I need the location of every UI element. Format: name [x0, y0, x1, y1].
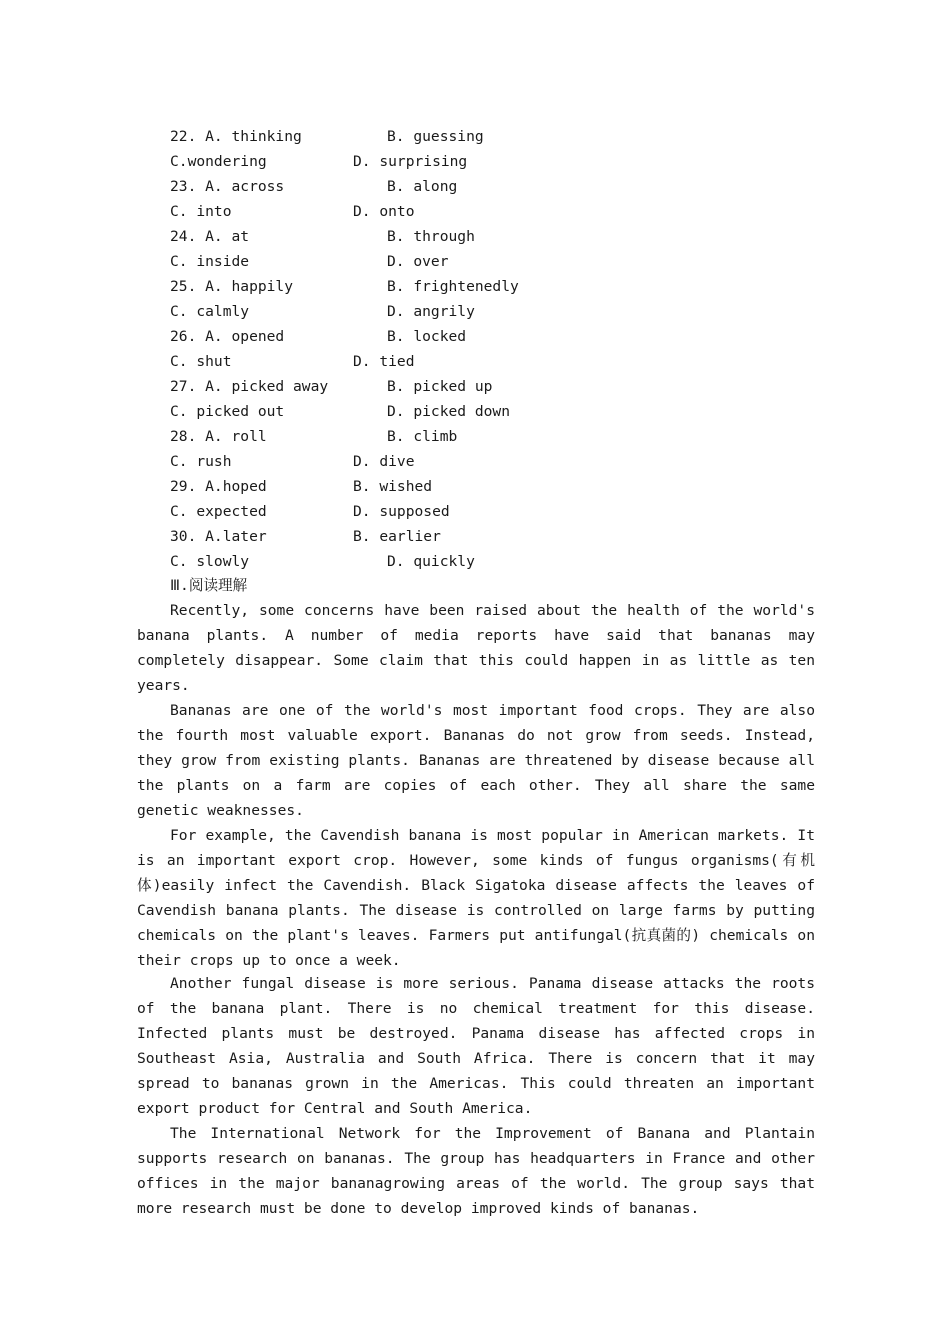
- option-right: B. climb: [387, 428, 458, 445]
- option-left: 30. A.later: [170, 528, 267, 545]
- option-right: B. earlier: [353, 528, 441, 545]
- option-left: 25. A. happily: [170, 278, 294, 295]
- option-right: D. tied: [353, 353, 415, 370]
- option-left: C. slowly: [170, 553, 250, 570]
- option-right: D. angrily: [387, 303, 475, 320]
- option-right: B. wished: [353, 478, 433, 495]
- option-right: D. surprising: [353, 153, 468, 170]
- paragraph-1: Recently, some concerns have been raised about the health of the world's banana plants. A number of media reports have said that bananas may completely disappear. Some claim that this could happen in as little as ten years.: [137, 602, 815, 694]
- option-right: B. along: [387, 178, 458, 195]
- paragraph-4: Another fungal disease is more serious. Panama disease attacks the roots of the banana plant. There is no chemical treatment for this disease. Infected plants must be destroyed. Panama disease has affected crops in Southeast Asia, Australia and South Africa. There is concern that it may spread to bananas grown in the Americas. This could threaten an important export product for Central and South America.: [137, 975, 815, 1117]
- option-left: C. into: [170, 203, 232, 220]
- passage-part-1: [137, 598, 815, 973]
- option-right: D. dive: [353, 453, 415, 470]
- option-right: B. frightenedly: [387, 278, 519, 295]
- passage-part-2: [137, 971, 815, 1221]
- option-left: C. calmly: [170, 303, 250, 320]
- option-right: B. picked up: [387, 378, 493, 395]
- option-right: B. locked: [387, 328, 467, 345]
- option-right: B. guessing: [387, 128, 484, 145]
- option-left: 27. A. picked away: [170, 378, 329, 395]
- option-left: 28. A. roll: [170, 428, 267, 445]
- option-right: D. supposed: [353, 503, 450, 520]
- option-left: C. expected: [170, 503, 267, 520]
- option-left: C. shut: [170, 353, 232, 370]
- option-left: C. inside: [170, 253, 250, 270]
- option-left: 24. A. at: [170, 228, 250, 245]
- option-left: 22. A. thinking: [170, 128, 302, 145]
- section-heading: Ⅲ.阅读理解: [170, 577, 248, 594]
- option-left: C. rush: [170, 453, 232, 470]
- option-right: B. through: [387, 228, 475, 245]
- option-left: 26. A. opened: [170, 328, 285, 345]
- option-left: C. picked out: [170, 403, 285, 420]
- paragraph-5: The International Network for the Improvement of Banana and Plantain supports research on bananas. The group has headquarters in France and other offices in the major bananagrowing areas of the world. The group says that more research must be done to develop improved kinds of bananas.: [137, 1125, 815, 1217]
- paragraph-3: For example, the Cavendish banana is most popular in American markets. It is an important export crop. However, some kinds of fungus organisms(有机体)easily infect the Cavendish. Black Sigatoka disease affects the leaves of Cavendish banana plants. The disease is controlled on large farms by putting chemicals on the plant's leaves. Farmers put antifungal(抗真菌的) chemicals on their crops up to once a week.: [137, 827, 815, 969]
- option-left: C.wondering: [170, 153, 267, 170]
- paragraph-2: Bananas are one of the world's most important food crops. They are also the fourth most valuable export. Bananas do not grow from seeds. Instead, they grow from existing plants. Bananas are threatened by disease because all the plants on a farm are copies of each other. They all share the same genetic weaknesses.: [137, 702, 815, 819]
- option-left: 23. A. across: [170, 178, 285, 195]
- option-right: D. quickly: [387, 553, 475, 570]
- option-right: D. onto: [353, 203, 415, 220]
- option-right: D. over: [387, 253, 449, 270]
- option-right: D. picked down: [387, 403, 511, 420]
- option-left: 29. A.hoped: [170, 478, 267, 495]
